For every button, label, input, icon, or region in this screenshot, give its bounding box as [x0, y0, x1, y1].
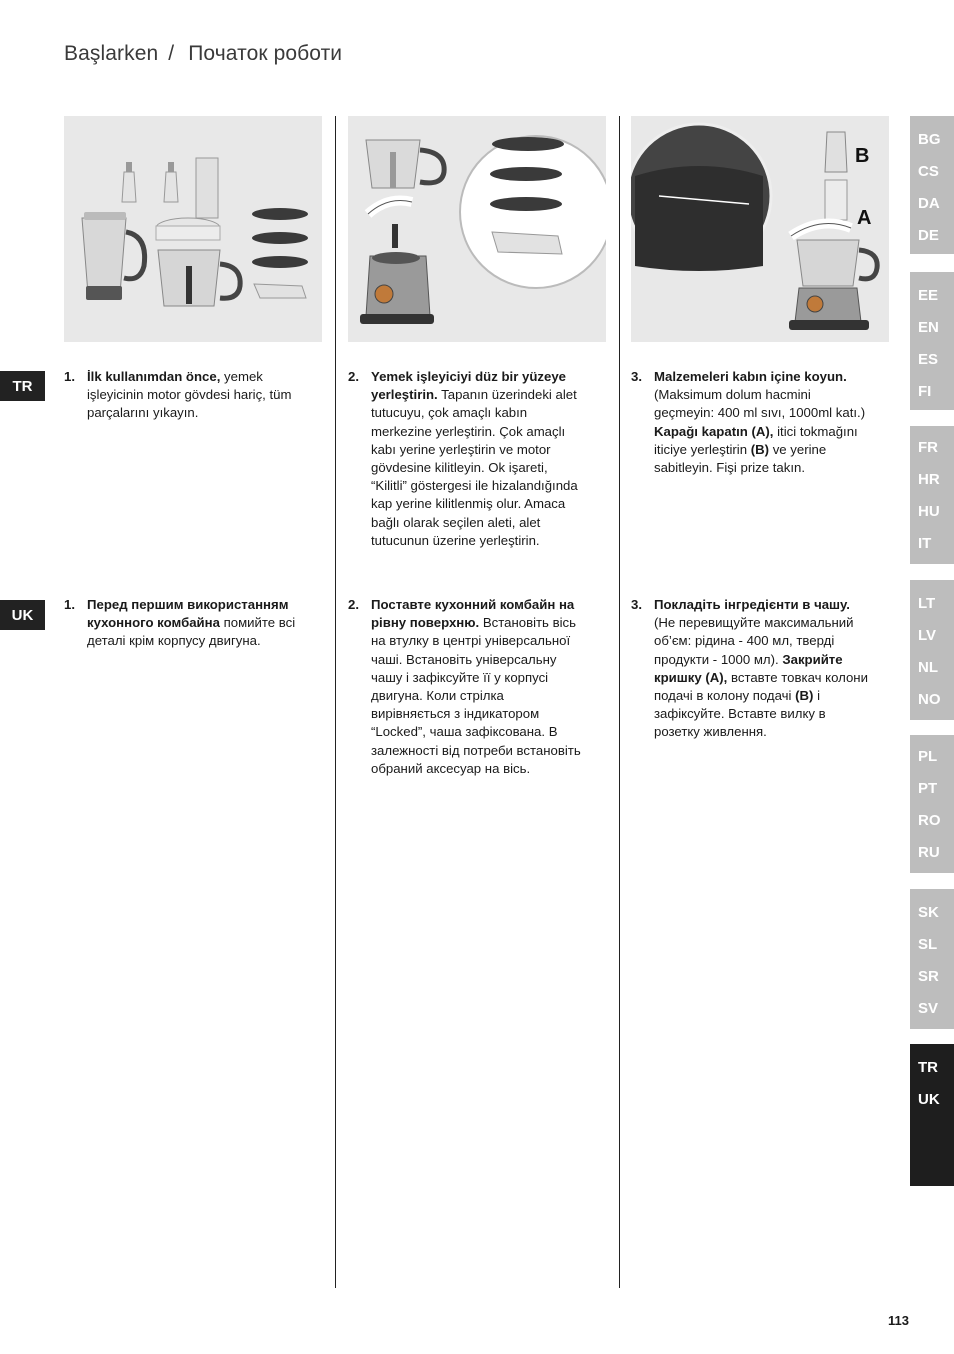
label-b: B: [855, 145, 870, 167]
step-number: 2.: [348, 597, 359, 612]
lang-code-da[interactable]: DA: [918, 195, 940, 212]
lang-group-3: [910, 426, 954, 564]
step-bold: Поставте кухонний комбайн на рівну поверхню.: [371, 597, 575, 631]
step-tr-1: [64, 368, 302, 423]
lang-code-ee[interactable]: EE: [918, 287, 939, 304]
figure-assembly: [348, 116, 606, 342]
step-uk-3: [631, 596, 869, 742]
lang-code-fi[interactable]: FI: [918, 383, 932, 400]
lang-code-sr[interactable]: SR: [918, 968, 939, 985]
section-tab-tr: TR: [0, 371, 45, 401]
lang-code-sk[interactable]: SK: [918, 904, 939, 921]
lang-group-1: [910, 116, 954, 254]
step-bold: Kapağı kapatın (A),: [654, 423, 774, 439]
lang-code-bg[interactable]: BG: [918, 131, 941, 148]
lang-code-pt[interactable]: PT: [918, 780, 938, 797]
section-tab-uk: UK: [0, 600, 45, 630]
parts-illustration: [64, 116, 322, 342]
lang-code-hu[interactable]: HU: [918, 503, 940, 520]
step-bold: Yemek işleyiciyi düz bir yüzeye yerleştirin.: [371, 369, 566, 403]
step-text: (Не перевищуйте максимальний об’єм: рідина - 400 мл, тверді продукти - 1000 мл).: [654, 615, 854, 667]
step-bold: İlk kullanımdan önce,: [87, 369, 221, 384]
lang-code-lt[interactable]: LT: [918, 595, 936, 612]
lang-code-it[interactable]: IT: [918, 535, 932, 552]
step-uk-2: [348, 596, 586, 778]
lang-code-cs[interactable]: CS: [918, 163, 939, 180]
lang-code-uk[interactable]: UK: [918, 1091, 940, 1108]
step-bold: Покладіть інгредієнти в чашу.: [654, 597, 850, 612]
page-title-uk: Початок роботи: [188, 42, 343, 65]
step-number: 1.: [64, 597, 75, 612]
step-number: 3.: [631, 369, 642, 384]
step-uk-1: [64, 596, 302, 651]
lang-code-hr[interactable]: HR: [918, 471, 940, 488]
step-bold: (B): [795, 688, 814, 704]
title-separator: /: [168, 42, 175, 65]
lang-group-5: [910, 735, 954, 873]
lang-code-ro[interactable]: RO: [918, 812, 941, 829]
step-number: 2.: [348, 369, 359, 384]
lang-group-6: [910, 889, 954, 1029]
lang-code-nl[interactable]: NL: [918, 659, 938, 676]
step-bold: Malzemeleri kabın içine koyun.: [654, 369, 847, 384]
lang-code-de[interactable]: DE: [918, 227, 939, 244]
lang-code-en[interactable]: EN: [918, 319, 939, 336]
step-text: вставте товкач колони подачі в колону подачі: [654, 669, 868, 704]
step-text: Tapanın üzerindeki alet tutucuyu, çok amaçlı kabın merkezine yerleştirin. Çok amaçlı kabı yerine yerleştirin ve motor gövdesine kilitleyin. Ok işareti, “Kilitli” göstergesi ile hizalandığında kap yerine kilitlenmiş olur. Amaca bağlı olarak seçilen aleti, alet tutucunun üzerine yerleştirin.: [371, 387, 578, 548]
column-divider: [335, 116, 336, 1288]
step-bold: (B): [750, 441, 770, 457]
step-text: ve yerine sabitleyin. Fişi prize takın.: [654, 441, 827, 476]
lang-code-es[interactable]: ES: [918, 351, 939, 368]
page-title-tr: Başlarken: [64, 42, 159, 65]
label-a: A: [857, 207, 872, 229]
figure-parts-overview: [64, 116, 322, 342]
lang-code-pl[interactable]: PL: [918, 748, 938, 765]
step-text: Встановіть вісь на втулку в центрі універсальної чаші. Встановіть універсальну чашу і зафіксуйте її у корпусі двигуна. Коли стрілка вирівняється з індикатором “Locked”, чаша зафіксована. В залежності від потреби встановіть обраний аксесуар на вісь.: [371, 615, 581, 776]
lang-code-sv[interactable]: SV: [918, 1000, 939, 1017]
step-text: (Maksimum dolum hacmini geçmeyin: 400 ml sıvı, 1000ml katı.): [654, 387, 866, 421]
step-text: yemek işleyicinin motor gövdesi hariç, tüm parçalarını yıkayın.: [87, 369, 292, 421]
lang-code-ru[interactable]: RU: [918, 844, 940, 861]
lang-group-4: [910, 580, 954, 720]
step-tr-3: [631, 368, 869, 477]
step-bold: Закрийте кришку (A),: [654, 651, 843, 685]
step-text: помийте всі деталі крім корпусу двигуна.: [87, 615, 296, 649]
assembly-illustration: [348, 116, 606, 342]
column-divider: [619, 116, 620, 1288]
step-number: 1.: [64, 369, 75, 384]
lang-code-lv[interactable]: LV: [918, 627, 937, 644]
lang-code-fr[interactable]: FR: [918, 439, 938, 456]
lid-pusher-illustration: [631, 116, 889, 342]
step-number: 3.: [631, 597, 642, 612]
lang-group-2: [910, 272, 954, 410]
step-text: і зафіксуйте. Вставте вилку в розетку живлення.: [654, 688, 826, 740]
lang-code-no[interactable]: NO: [918, 691, 941, 708]
step-text: itici tokmağını iticiye yerleştirin: [654, 423, 858, 457]
page-title: [64, 42, 342, 66]
lang-code-tr[interactable]: TR: [918, 1059, 938, 1076]
lang-code-sl[interactable]: SL: [918, 936, 938, 953]
figure-lid-pusher: [631, 116, 889, 342]
page-number: 113: [888, 1313, 909, 1328]
step-bold: Перед першим використанням кухонного комбайна: [87, 597, 289, 631]
lang-group-7-active: [910, 1044, 954, 1186]
step-tr-2: [348, 368, 586, 550]
